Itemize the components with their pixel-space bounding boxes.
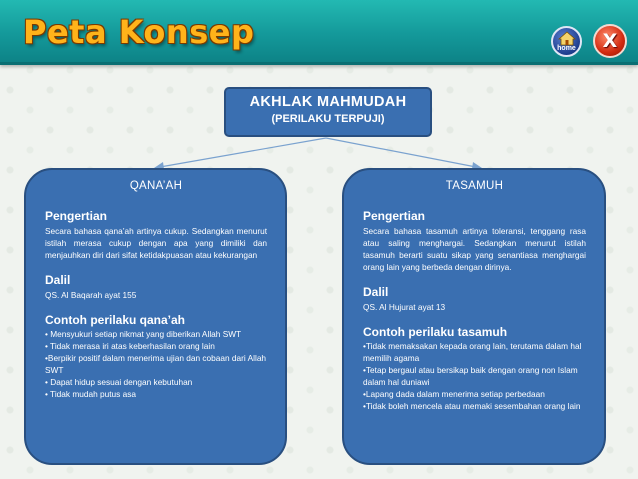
example-item: • Tidak mudah putus asa — [45, 389, 136, 399]
definition-heading: Pengertian — [45, 209, 108, 223]
example-item: •Tetap bergaul atau bersikap baik dengan orang non Islam dalam hal duniawi — [363, 365, 578, 387]
definition-text: Secara bahasa tasamuh artinya toleransi, tenggang rasa atau saling menghargai. Sedangkan menurut istilah tasamuh berarti suatu sikap yang senantiasa menghargai orang lain yang berbeda dengan dirinya. — [363, 226, 586, 272]
definition-text: Secara bahasa qana’ah artinya cukup. Sedangkan menurut istilah merasa cukup dengan apa yang dimiliki dan menjauhkan diri dari sifat ketidakpuasan atau kekurangan — [45, 226, 267, 260]
root-concept-box — [224, 87, 432, 137]
example-item: • Dapat hidup sesuai dengan kebutuhan — [45, 377, 193, 387]
dalil-text: QS. Al Hujurat ayat 13 — [363, 302, 446, 312]
tasamuh-panel — [342, 168, 606, 465]
example-item: •Lapang dada dalam menerima setiap perbedaan — [363, 389, 545, 399]
examples-heading: Contoh perilaku tasamuh — [363, 325, 508, 339]
page-title: Peta Konsep — [23, 13, 255, 51]
example-item: • Mensyukuri setiap nikmat yang diberikan Allah SWT — [45, 329, 242, 339]
panel-title: TASAMUH — [445, 180, 504, 192]
home-label: home — [557, 45, 576, 52]
panel-title: QANA’AH — [129, 180, 183, 192]
dalil-heading: Dalil — [45, 273, 71, 287]
connector-right — [326, 138, 476, 167]
connector-left — [160, 138, 326, 167]
close-icon: X — [602, 30, 618, 52]
example-item: • Tidak merasa iri atas keberhasilan orang lain — [45, 341, 215, 351]
examples-heading: Contoh perilaku qana’ah — [45, 313, 186, 327]
definition-heading: Pengertian — [363, 209, 426, 223]
example-item: •Berpikir positif dalam menerima ujian dan cobaan dari Allah SWT — [45, 353, 267, 375]
dalil-heading: Dalil — [363, 285, 389, 299]
root-subtitle: (PERILAKU TERPUJI) — [271, 113, 385, 125]
example-item: •Tidak boleh mencela atau memaki sesembahan orang lain — [363, 401, 581, 411]
example-item: •Tidak memaksakan kepada orang lain, terutama dalam hal memilih agama — [363, 341, 582, 363]
root-title: AKHLAK MAHMUDAH — [249, 94, 407, 110]
dalil-text: QS. Al Baqarah ayat 155 — [45, 290, 137, 300]
qanaah-panel — [24, 168, 287, 465]
